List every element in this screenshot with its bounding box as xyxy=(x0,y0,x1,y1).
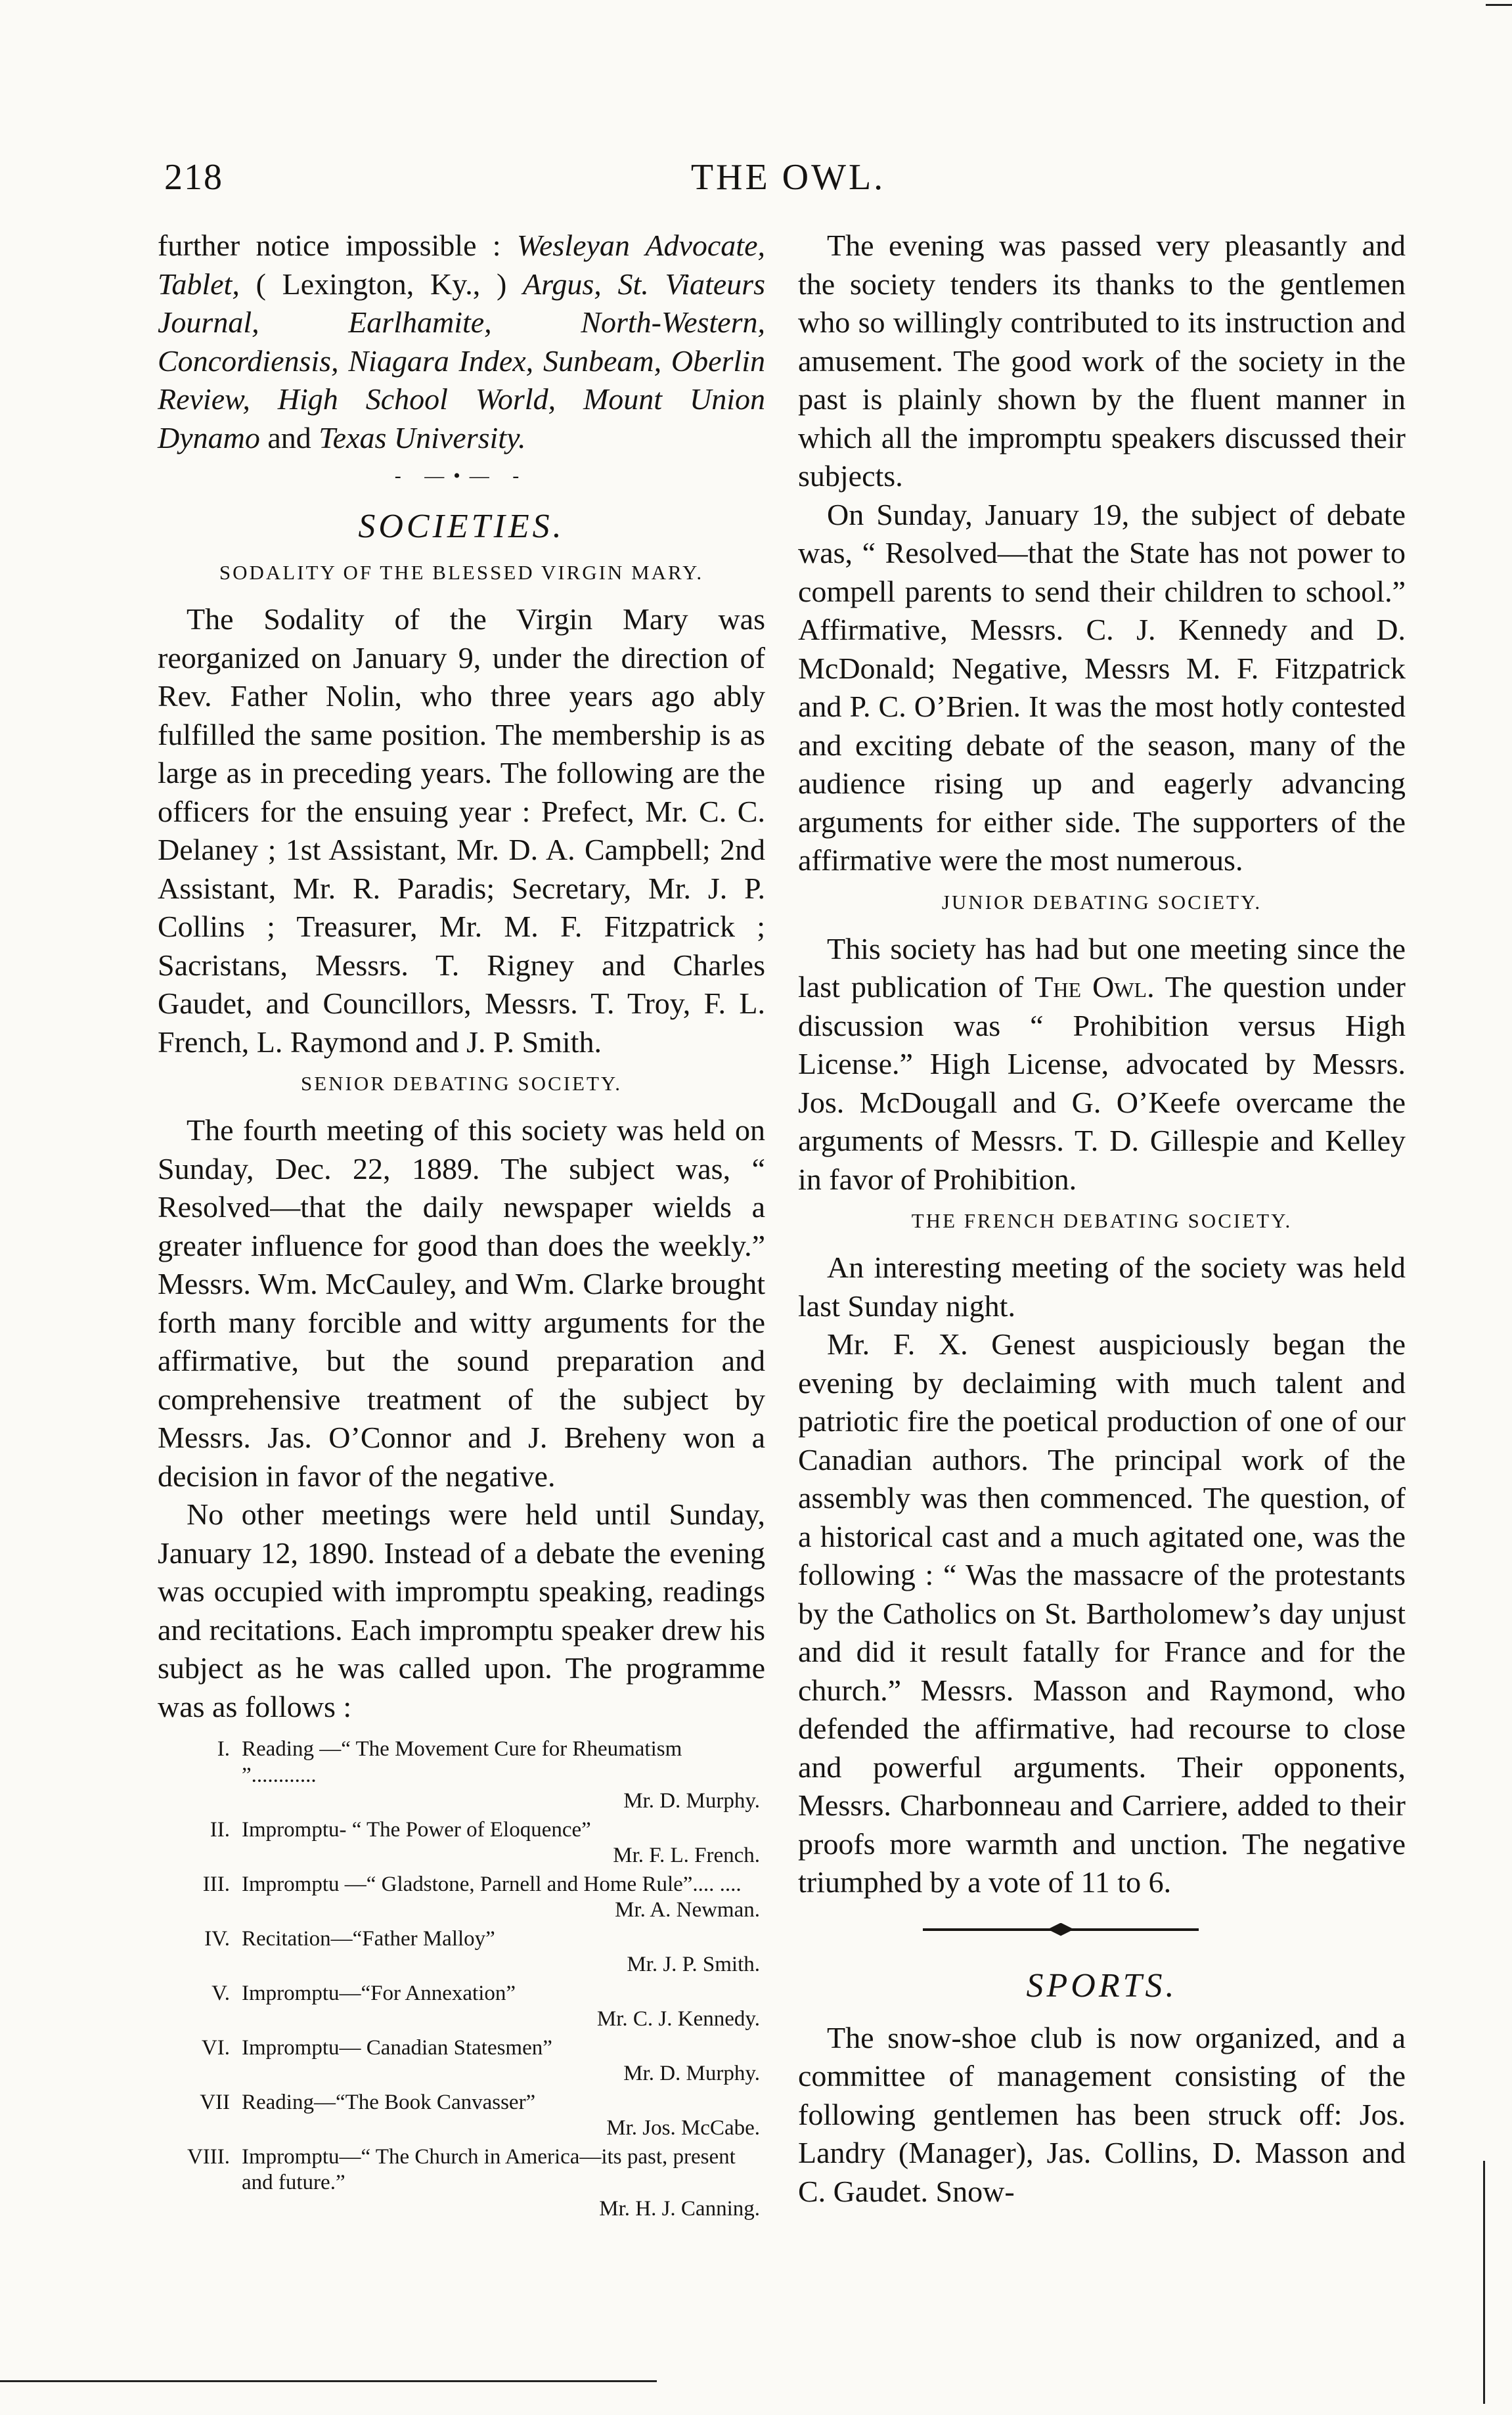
scan-edge-line xyxy=(1483,2161,1485,2404)
sodality-heading: SODALITY OF THE BLESSED VIRGIN MARY. xyxy=(219,561,704,584)
programme-text: Impromptu—“For Annexation” xyxy=(242,1981,516,2005)
programme-item xyxy=(158,2090,765,2142)
programme-text: Impromptu —“ Gladstone, Parnell and Home Rule”.... .... xyxy=(242,1872,742,1896)
programme-text: Impromptu—“ The Church in America—its past, present and future.” xyxy=(242,2144,736,2194)
programme-item xyxy=(158,1737,765,1815)
senior-paragraph-1: The fourth meeting of this society was held on Sunday, Dec. 22, 1889. The subject was, “ Resolved—that the daily newspaper wields a greater influence for good than does the weekly.” Messrs. Wm. McCauley, and Wm. Clarke brought forth many forcible and witty arguments for the affirmative, but the sound preparation and comprehensive treatment of the subject by Messrs. Jas. O’Connor and J. Breheny won a decision in favor of the negative. xyxy=(158,1113,765,1493)
programme-speaker: Mr. F. L. French. xyxy=(613,1844,760,1867)
programme-speaker: Mr. D. Murphy. xyxy=(623,1789,760,1813)
programme-speaker: Mr. C. J. Kennedy. xyxy=(596,2007,760,2031)
french-debating-heading: THE FRENCH DEBATING SOCIETY. xyxy=(911,1209,1293,1232)
ornament-diamond xyxy=(1048,1923,1074,1936)
opening-italic-title: Argus, St. Viateurs Journal, Earlhamite, North-Western, Concordiensis, Niagara Index, Sunbeam, Oberlin Review, High School World, Mount Union Dynamo xyxy=(158,267,765,454)
french-paragraph-1: An interesting meeting of the society was held last Sunday night. xyxy=(798,1251,1406,1323)
french-paragraph-2: Mr. F. X. Genest auspiciously began the evening by declaiming with much talent and patriotic fire the poetical production of one of our Canadian authors. The principal work of the assembly was then commenced. The question, of a historical cast and a much agitated one, was the following : “ Was the massacre of the protestants by the Catholics on St. Bartholomew’s day unjust and did it result fatally for France and for the church.” Messrs. Masson and Raymond, who defended the affirmative, had recourse to close and powerful arguments. Their opponents, Messrs. Charbonneau and Carriere, added to their proofs more warmth and unction. The negative triumphed by a vote of 11 to 6. xyxy=(798,1327,1406,1899)
section-ornament: - —•— - xyxy=(394,465,529,487)
programme-text: Impromptu— Canadian Statesmen” xyxy=(242,2035,552,2060)
programme-text: Recitation—“Father Malloy” xyxy=(242,1926,495,1951)
junior-paragraph xyxy=(798,930,1406,1199)
opening-paragraph xyxy=(158,227,765,457)
junior-text: This society has had but one meeting since the last publication of xyxy=(798,931,1406,1004)
opening-text: and xyxy=(259,420,319,454)
journal-name: The Owl xyxy=(1034,970,1147,1004)
programme-speaker: Mr. H. J. Canning. xyxy=(599,2196,760,2221)
programme-text: Impromptu- “ The Power of Eloquence” xyxy=(242,1817,591,1842)
programme-item xyxy=(158,1817,765,1869)
programme-number: III. xyxy=(202,1872,230,1896)
senior-paragraph-2: No other meetings were held until Sunday, January 12, 1890. Instead of a debate the evening was occupied with impromptu speaking, readings and recitations. Each impromptu speaker drew his subject as he was called upon. The programme was as follows : xyxy=(158,1497,765,1723)
page-number: 218 xyxy=(164,157,223,198)
sodality-paragraph: The Sodality of the Virgin Mary was reorganized on January 9, under the direction of Rev. Father Nolin, who three years ago ably fulfilled the same position. The membership is as large as in preceding years. The following are the officers for the ensuing year : Prefect, Mr. C. C. Delaney ; 1st Assistant, Mr. D. A. Campbell; 2nd Assistant, Mr. R. Paradis; Secretary, Mr. J. P. Collins ; Treasurer, Mr. M. F. Fitzpatrick ; Sacristans, Messrs. T. Rigney and Charles Gaudet, and Councillors, Messrs. T. Troy, F. L. French, L. Raymond and J. P. Smith. xyxy=(158,602,765,1059)
programme-speaker: Mr. Jos. McCabe. xyxy=(606,2116,760,2140)
opening-italic-title: Texas University. xyxy=(319,420,526,454)
programme-item xyxy=(158,1872,765,1924)
programme-item xyxy=(158,2035,765,2087)
programme-number: VIII. xyxy=(187,2144,230,2169)
scan-edge-line xyxy=(0,2380,657,2382)
programme-speaker: Mr. A. Newman. xyxy=(615,1898,760,1922)
programme-number: VII xyxy=(200,2090,230,2114)
programme-number: II. xyxy=(210,1817,230,1842)
junior-text: . The question under discussion was “ Prohibition versus High License.” High License, advocated by Messrs. Jos. McDougall and G. O’Keefe overcame the arguments of Messrs. T. D. Gillespie and Kelley in favor of Prohibition. xyxy=(798,970,1406,1196)
programme-number: V. xyxy=(211,1981,230,2005)
senior-continued-paragraph-2: On Sunday, January 19, the subject of debate was, “ Resolved—that the State has not power to compell parents to send their children to school.” Affirmative, Messrs. C. J. Kennedy and D. McDonald; Negative, Messrs M. F. Fitzpatrick and P. C. O’Brien. It was the most hotly contested and exciting debate of the season, many of the audience rising up and eagerly advancing arguments for either side. The supporters of the affirmative were the most numerous. xyxy=(798,497,1406,877)
programme-item xyxy=(158,2144,765,2223)
section-rule-ornament xyxy=(798,1916,1406,1943)
left-column xyxy=(158,227,765,2225)
running-head xyxy=(164,156,1412,202)
opening-italic-title: Wesleyan Advocate, Tablet, xyxy=(158,229,766,301)
programme-text: Reading—“The Book Canvasser” xyxy=(242,2090,536,2114)
programme-number: I. xyxy=(217,1737,230,1761)
societies-heading: SOCIETIES. xyxy=(358,508,565,545)
senior-continued-paragraph-1: The evening was passed very pleasantly and the society tenders its thanks to the gentlemen who so willingly contributed to its instruction and amusement. The good work of the society in the past is plainly shown by the fluent manner in which all the impromptu speakers discussed their subjects. xyxy=(798,229,1406,493)
programme-number: IV. xyxy=(204,1926,230,1951)
programme-item xyxy=(158,1926,765,1978)
programme-item xyxy=(158,1981,765,2033)
programme-list xyxy=(158,1737,765,2222)
sports-paragraph: The snow-shoe club is now organized, and a committee of management consisting of the following gentlemen has been struck off: Jos. Landry (Manager), Jas. Collins, D. Masson and C. Gaudet. Snow- xyxy=(798,2020,1406,2208)
right-column xyxy=(798,227,1406,2211)
programme-speaker: Mr. D. Murphy. xyxy=(623,2062,760,2085)
sports-heading: SPORTS. xyxy=(1026,1966,1178,2005)
programme-number: VI. xyxy=(201,2035,230,2060)
journal-title: THE OWL. xyxy=(690,157,886,198)
senior-debating-heading: SENIOR DEBATING SOCIETY. xyxy=(300,1072,623,1095)
programme-speaker: Mr. J. P. Smith. xyxy=(627,1953,760,1976)
programme-text: Reading —“ The Movement Cure for Rheumatism ”............ xyxy=(242,1737,682,1787)
opening-text: further notice impossible : xyxy=(158,229,517,262)
junior-debating-heading: JUNIOR DEBATING SOCIETY. xyxy=(941,890,1262,914)
opening-text: ( Lexington, Ky., ) xyxy=(239,267,523,301)
scan-edge-line xyxy=(1486,4,1512,6)
